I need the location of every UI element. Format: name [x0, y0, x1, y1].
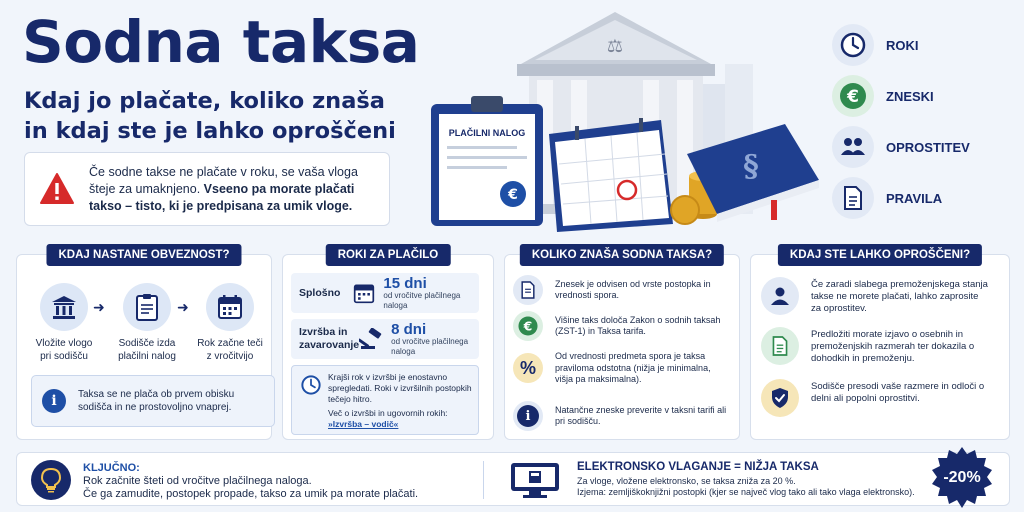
topic-zneski — [832, 71, 1012, 121]
obligation-heading: KDAJ NASTANE OBVEZNOST? — [46, 244, 241, 266]
amount-card — [504, 249, 740, 440]
deadlines-heading: ROKI ZA PLAČILO — [326, 244, 451, 266]
exemption-card — [750, 249, 1010, 440]
topic-label: PRAVILA — [886, 190, 943, 206]
shield-check-icon — [761, 379, 799, 417]
flow-step-label: Vložite vlogo pri sodišču — [35, 338, 93, 362]
obligation-info-text: Taksa se ne plača ob prvem obisku sodišča in ne prostovoljno vnaprej. — [78, 389, 235, 413]
calendar-icon — [206, 283, 254, 331]
key-point — [83, 462, 418, 501]
document-icon — [832, 177, 874, 219]
clipboard-icon — [123, 283, 171, 331]
obligation-card — [16, 249, 272, 440]
deadline-detail: od vročitve plačilnega naloga — [383, 290, 461, 310]
clock-icon — [300, 374, 322, 396]
warning-text: Če sodne takse ne plačate v roku, se vaša vloga šteje za umaknjeno. Vseeno pa morate plačati takso – tisto, ki je predpisana za umik vloge. — [89, 164, 358, 213]
person-icon — [761, 277, 799, 315]
amount-item-text: Natančne zneske preverite v taksni tarifi ali pri sodišču. — [555, 404, 727, 426]
svg-text:€: € — [847, 87, 859, 107]
page-title: Sodna taksa — [22, 8, 420, 76]
monitor-icon — [509, 461, 561, 499]
hero-illustration — [425, 4, 825, 234]
amount-item — [513, 351, 727, 386]
topic-roki — [832, 20, 1012, 70]
amount-item — [513, 275, 727, 305]
info-icon: i — [42, 389, 66, 413]
discount-badge-text: -20% — [943, 469, 981, 486]
amount-item — [513, 311, 727, 341]
electronic-line: Izjema: zemljiškoknjižni postopki (kjer se največ vlog tako ali tako vlaga elektronsko). — [577, 487, 915, 497]
flow-step — [29, 283, 99, 363]
discount-badge — [929, 445, 995, 511]
obligation-flow — [29, 283, 265, 363]
deadline-note — [291, 365, 479, 435]
amount-item-text: Višine taks določa Zakon o sodnih taksah (ZST-1) in Taksa tarifa. — [555, 314, 721, 336]
svg-text:€: € — [523, 318, 533, 334]
clipboard-icon — [431, 96, 543, 226]
execution-guide-link[interactable]: »Izvršba – vodič« — [328, 419, 399, 429]
warning-icon — [39, 172, 75, 206]
calendar-icon — [353, 280, 375, 306]
amount-item — [513, 401, 727, 431]
lightbulb-icon — [31, 460, 71, 500]
obligation-info — [31, 375, 275, 427]
clock-icon — [832, 24, 874, 66]
svg-text:⚖: ⚖ — [606, 36, 624, 57]
exemption-item — [761, 277, 991, 315]
info-icon: i — [513, 401, 543, 431]
exemption-item-text: Predložiti morate izjavo o osebnih in premoženjskih razmerah ter dokazila o dohodkih in premoženju. — [811, 329, 975, 364]
key-point-label: KLJUČNO: — [83, 462, 140, 474]
document-icon — [761, 327, 799, 365]
flow-step-label: Sodišče izda plačilni nalog — [118, 338, 176, 362]
warning-box — [24, 152, 390, 226]
topic-label: ROKI — [886, 37, 919, 53]
flow-step — [195, 283, 265, 363]
gavel-icon — [359, 326, 383, 352]
clipboard-label: PLAČILNI NALOG — [448, 128, 526, 138]
exemption-item-text: Sodišče presodi vaše razmere in odloči o delni ali popolni oprostitvi. — [811, 381, 985, 404]
percent-icon: % — [513, 353, 543, 383]
arrow-right-icon: ➜ — [177, 299, 189, 315]
divider — [483, 461, 484, 499]
amount-item-text: Znesek je odvisen od vrste postopka in vrednosti spora. — [555, 278, 711, 300]
deadline-days: 8 dni — [391, 320, 427, 338]
topic-label: ZNESKI — [886, 88, 934, 104]
deadline-label: Izvršba in zavarovanje — [299, 326, 360, 351]
topic-label: OPROSTITEV — [886, 139, 970, 155]
key-point-line: Če ga zamudite, postopek propade, takso za umik pa morate plačati. — [83, 488, 419, 500]
deadline-row — [291, 273, 479, 313]
bottom-banner — [16, 452, 1010, 506]
deadline-row — [291, 319, 479, 359]
euro-icon — [832, 75, 874, 117]
people-icon — [832, 126, 874, 168]
page-subtitle: Kdaj jo plačate, koliko znaša in kdaj ste je lahko oproščeni — [24, 88, 396, 144]
deadline-note-more: Več o izvršbi in ugovornih rokih: — [328, 408, 448, 418]
amount-heading: KOLIKO ZNAŠA SODNA TAKSA? — [520, 244, 724, 266]
electronic-line: Za vloge, vložene elektronsko, se taksa zniža za 20 %. — [577, 475, 796, 486]
deadline-label: Splošno — [299, 286, 341, 299]
exemption-item — [761, 327, 991, 365]
court-icon — [40, 283, 88, 331]
exemption-item — [761, 379, 991, 417]
flow-step-label: Rok začne teči z vročitvijo — [197, 338, 263, 362]
exemption-heading: KDAJ STE LAHKO OPROŠČENI? — [778, 244, 982, 266]
electronic-title: ELEKTRONSKO VLAGANJE = NIŽJA TAKSA — [577, 461, 819, 473]
svg-text:€: € — [508, 187, 518, 203]
deadline-note-text: Krajši rok v izvršbi je enostavno spregledati. Roki v izvršilnih postopkih tečejo hitro. — [328, 372, 472, 404]
amount-item-text: Od vrednosti predmeta spora je taksa praviloma odstotna (nižja je minimalna, višja pa maksimalna). — [555, 351, 711, 384]
topic-list — [832, 20, 1012, 224]
exemption-item-text: Če zaradi slabega premoženjskega stanja takse ne morete plačati, lahko zaprosite za oprostitev. — [811, 279, 988, 314]
topic-oprostitev — [832, 122, 1012, 172]
document-icon — [513, 275, 543, 305]
euro-icon — [513, 311, 543, 341]
arrow-right-icon: ➜ — [93, 299, 105, 315]
key-point-line: Rok začnite šteti od vročitve plačilnega naloga. — [83, 475, 312, 487]
electronic-filing — [577, 462, 915, 499]
deadline-detail: od vročitve plačilnega naloga — [391, 336, 469, 356]
flow-step — [112, 283, 182, 363]
deadlines-card — [282, 249, 494, 440]
svg-text:§: § — [743, 149, 759, 184]
deadline-days: 15 dni — [383, 274, 427, 292]
topic-pravila — [832, 173, 1012, 223]
calendar-icon — [549, 118, 673, 232]
